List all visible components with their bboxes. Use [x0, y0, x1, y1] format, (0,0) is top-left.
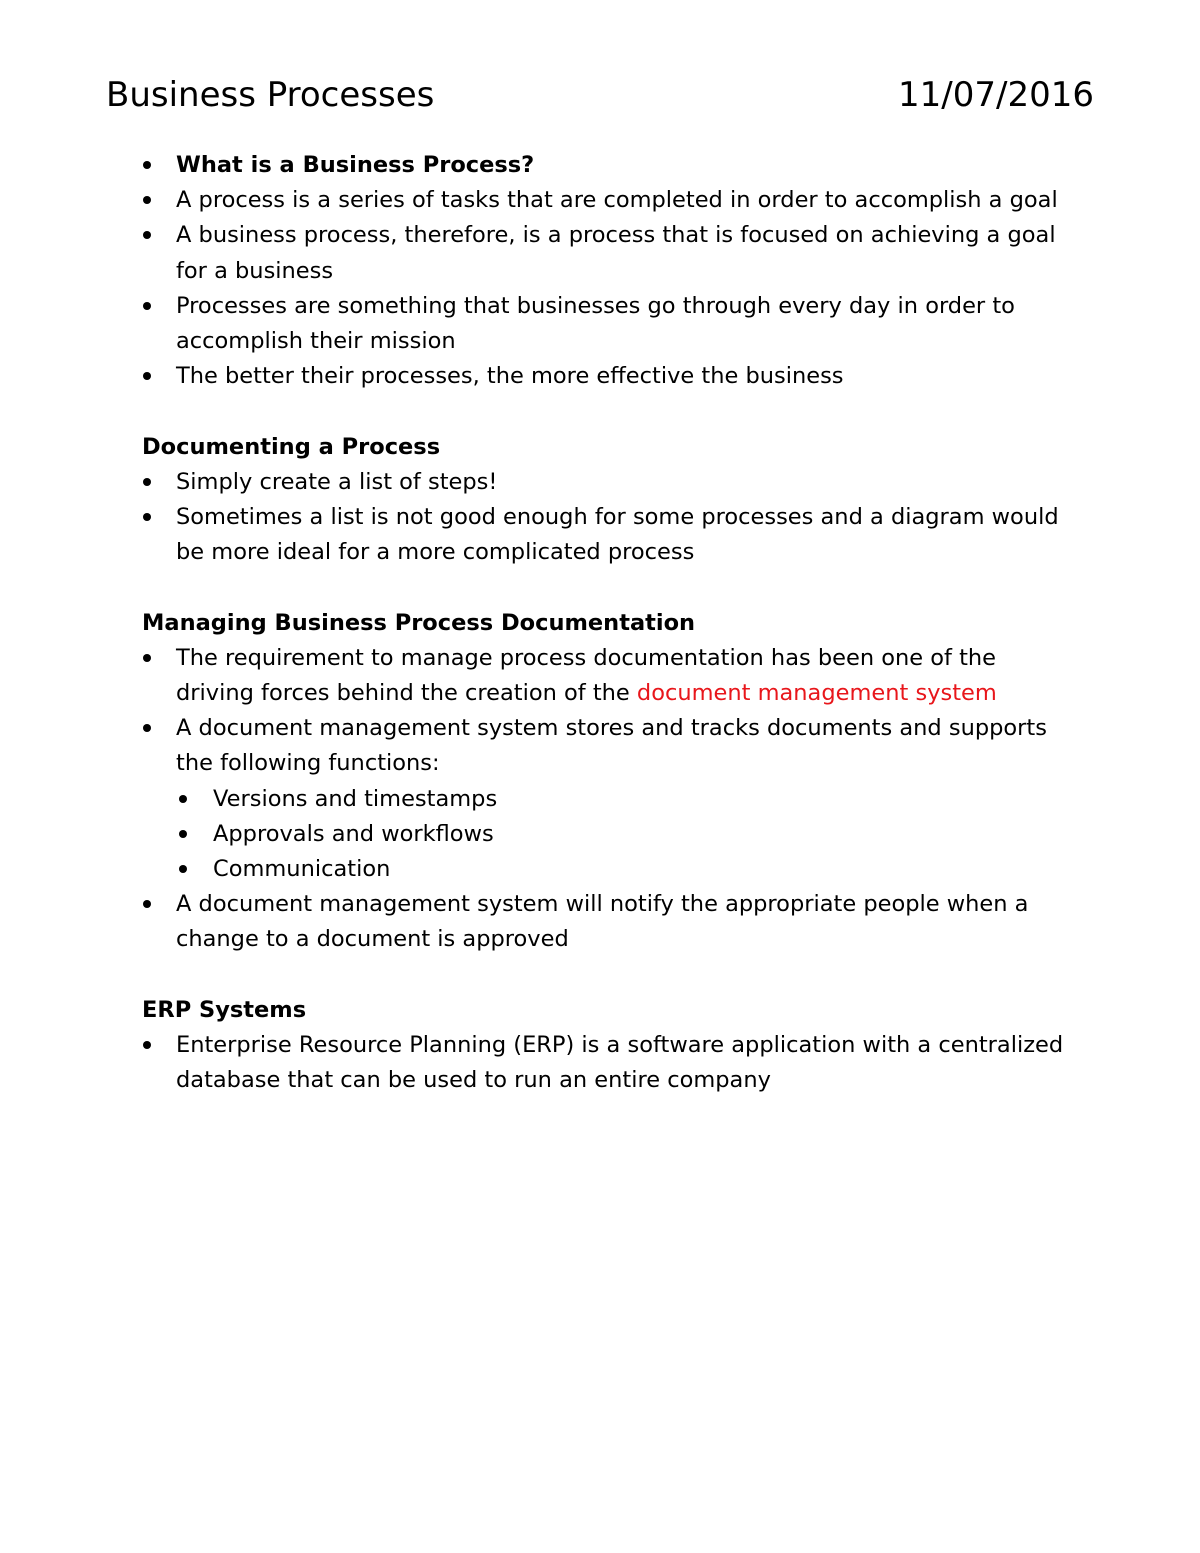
managing-list-continued: [142, 887, 1072, 957]
list-item: The better their processes, the more effective the business: [142, 359, 1072, 394]
managing-list: [142, 641, 1072, 782]
sub-list-item: Approvals and workflows: [213, 817, 1072, 852]
list-item-text: A document management system stores and tracks documents and supports the following functions:: [176, 715, 1047, 777]
section-heading: Managing Business Process Documentation: [142, 609, 696, 636]
title-row: [106, 72, 1094, 118]
list-item: What is a Business Process?: [142, 148, 1072, 183]
list-item: A process is a series of tasks that are completed in order to accomplish a goal: [142, 183, 1072, 218]
document-body: [142, 148, 1072, 1098]
document-date: 11/07/2016: [898, 75, 1094, 115]
section-managing: [142, 606, 1072, 958]
erp-list: [142, 1028, 1072, 1098]
section-intro: [142, 148, 1072, 394]
list-item: A business process, therefore, is a process that is focused on achieving a goal for a business: [142, 218, 1072, 288]
intro-list: [142, 148, 1072, 394]
sub-list-item: Communication: [213, 852, 1072, 887]
section-erp: [142, 993, 1072, 1099]
section-heading: Documenting a Process: [142, 433, 441, 460]
page-title: Business Processes: [106, 75, 435, 115]
list-item: A document management system will notify the appropriate people when a change to a document is approved: [142, 887, 1072, 957]
list-item: Enterprise Resource Planning (ERP) is a software application with a centralized database that can be used to run an entire company: [142, 1028, 1072, 1098]
section-heading: ERP Systems: [142, 996, 307, 1023]
list-item: Processes are something that businesses go through every day in order to accomplish their mission: [142, 289, 1072, 359]
list-item: [142, 711, 1072, 781]
list-item-text: The requirement to manage process documentation has been one of the driving forces behind the creation of the: [176, 644, 997, 707]
documenting-list: [142, 465, 1072, 571]
list-item: Sometimes a list is not good enough for some processes and a diagram would be more ideal for a more complicated process: [142, 500, 1072, 570]
sub-list-item: Versions and timestamps: [213, 782, 1072, 817]
highlighted-term: document management system: [636, 680, 997, 707]
list-item: [142, 641, 1072, 711]
list-item: Simply create a list of steps!: [142, 465, 1072, 500]
functions-sublist: [142, 782, 1072, 888]
section-documenting: [142, 430, 1072, 571]
